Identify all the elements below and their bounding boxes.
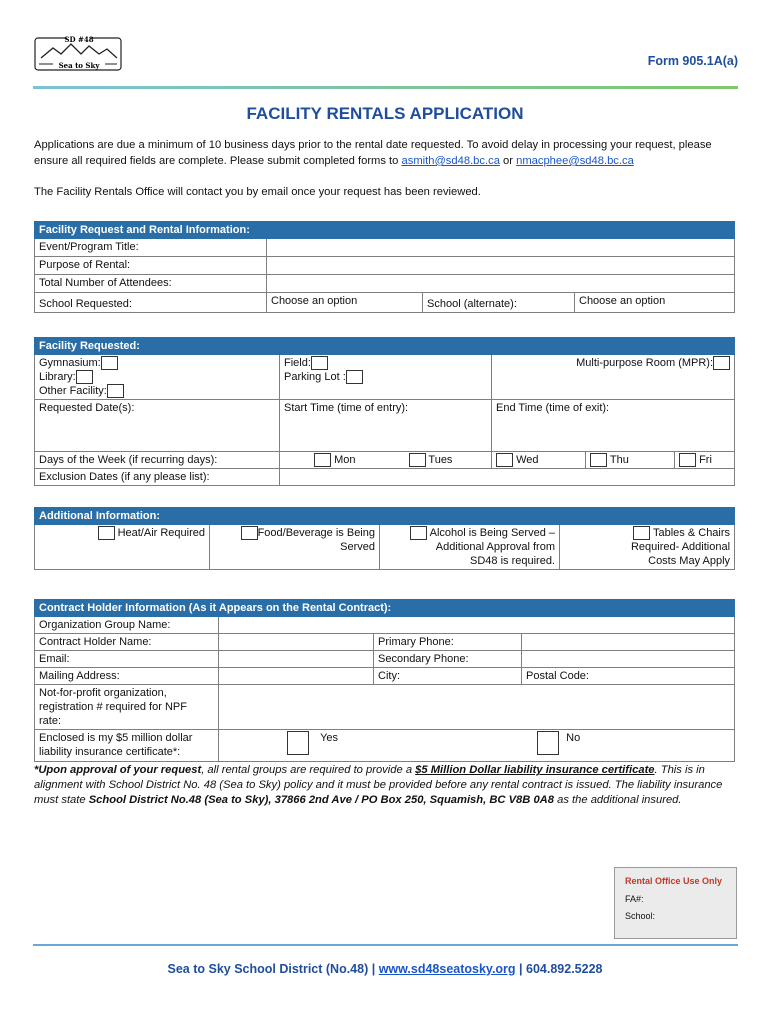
city-label: City: [374,668,522,685]
postal-code-label: Postal Code: [526,670,589,682]
exclusion-dates-label: Exclusion Dates (if any please list): [35,469,280,486]
alcohol-option [380,525,560,570]
school-alternate-select[interactable]: Choose an option [575,293,735,313]
footer-divider [33,944,738,946]
tables-chairs-label-2: Required- Additional [630,541,731,554]
start-time-cell[interactable] [280,400,492,452]
email-label: Email: [35,651,219,668]
page-title: FACILITY RENTALS APPLICATION [246,104,524,123]
food-beverage-option [210,525,380,570]
tables-chairs-option [560,525,735,570]
tables-chairs-label-1: Tables & Chairs [653,527,731,539]
facility-requested-table [34,337,735,486]
attendees-label: Total Number of Attendees: [35,275,267,293]
npf-label-3: rate: [39,715,62,727]
footer-phone: | 604.892.5228 [515,962,603,976]
insurance-options [219,730,735,762]
field-label: Field: [284,357,311,369]
food-beverage-checkbox[interactable] [241,526,258,540]
alcohol-label-3: SD48 is required. [470,555,555,568]
note-bold-2: School District No.48 (Sea to Sky), 37866 2nd Ave / PO Box 250, Squamish, BC V8B 0A8 [88,794,554,806]
section-header-additional-info: Additional Information: [35,508,735,525]
email-link-nmacphee[interactable]: nmacphee@sd48.bc.ca [516,155,634,167]
section-header-facility-requested: Facility Requested: [35,338,735,355]
requested-dates-label: Requested Date(s): [39,402,135,415]
library-label: Library: [39,371,76,384]
intro-paragraph [34,137,714,169]
mailing-address-field[interactable] [219,668,374,685]
footer [0,962,770,976]
section-header-facility-request: Facility Request and Rental Information: [35,222,735,239]
alcohol-checkbox[interactable] [410,526,427,540]
insurance-no-label: No [566,732,581,744]
primary-phone-field[interactable] [522,634,735,651]
intro-or: or [499,155,517,167]
start-time-label: Start Time (time of entry): [284,402,409,415]
facility-types-right [492,355,735,400]
insurance-yes-label: Yes [320,732,339,744]
mon-label: Mon [334,454,356,467]
thu-checkbox[interactable] [590,453,607,467]
office-use-title: Rental Office Use Only [625,876,723,886]
note-underline: $5 Million Dollar liability insurance certificate [415,764,655,776]
insurance-note [34,763,730,808]
intro-text: Applications are due a minimum of 10 business days prior to the rental date requested. To avoid delay in processing your request, please ensure all required fields are complete. Please submit completed forms to [34,139,712,167]
postal-code-cell[interactable] [522,668,735,685]
tues-label: Tues [428,454,453,467]
fri-label: Fri [699,454,712,467]
email-link-asmith[interactable]: asmith@sd48.bc.ca [401,155,500,167]
insurance-label-1: Enclosed is my $5 million dollar [39,732,193,744]
parking-checkbox[interactable] [346,370,363,384]
note-bold-1: *Upon approval of your request [34,764,202,776]
npf-label-2: registration # required for NPF [39,701,187,713]
note-text-2: . This is in alignment with School District No. 48 (Sea to Sky) policy and it must be provided before any rental contract is issued. The liability insurance must state [34,764,723,806]
day-thu [586,452,675,469]
alcohol-label-1: Alcohol is Being Served – [429,527,555,539]
school-select[interactable]: Choose an option [267,293,423,313]
school-alternate-label: School (alternate): [423,293,575,313]
wed-checkbox[interactable] [496,453,513,467]
footer-website-link[interactable]: www.sd48seatosky.org [378,962,516,976]
insurance-label-2: liability insurance certificate*: [39,746,181,758]
logo-bottom-text: Sea to Sky [58,61,100,70]
mpr-checkbox[interactable] [713,356,730,370]
header-divider [33,86,738,89]
additional-info-table [34,507,735,570]
fri-checkbox[interactable] [679,453,696,467]
insurance-yes-checkbox[interactable] [287,731,309,755]
org-name-label: Organization Group Name: [35,617,219,634]
purpose-field[interactable] [267,257,735,275]
insurance-no-checkbox[interactable] [537,731,559,755]
day-wed [492,452,586,469]
org-name-field[interactable] [219,617,735,634]
exclusion-dates-field[interactable] [280,469,735,486]
npf-label-1: Not-for-profit organization, [39,687,167,699]
email-field[interactable] [219,651,374,668]
attendees-field[interactable] [267,275,735,293]
form-number: Form 905.1A(a) [647,54,738,68]
heat-air-label: Heat/Air Required [117,527,205,539]
mpr-label: Multi-purpose Room (MPR): [576,357,714,369]
gymnasium-label: Gymnasium: [39,357,101,369]
other-facility-checkbox[interactable] [107,384,124,398]
intro-contact-note: The Facility Rentals Office will contact you by email once your request has been reviewed. [34,186,481,198]
secondary-phone-field[interactable] [522,651,735,668]
section-header-contract-holder: Contract Holder Information (As it Appears on the Rental Contract): [35,600,735,617]
heat-air-checkbox[interactable] [98,526,115,540]
mailing-address-label: Mailing Address: [35,668,219,685]
footer-district: Sea to Sky School District (No.48) | [167,962,379,976]
office-school-label: School: [625,911,656,921]
school-requested-label: School Requested: [35,293,267,313]
mon-checkbox[interactable] [314,453,331,467]
tables-chairs-label-3: Costs May Apply [648,555,731,568]
day-fri [675,452,735,469]
facility-types-left [35,355,280,400]
food-beverage-label-2: Served [340,541,375,554]
food-beverage-label-1: Food/Beverage is Being [257,527,375,539]
requested-dates-cell[interactable] [35,400,280,452]
parking-label: Parking Lot : [284,371,346,384]
tues-checkbox[interactable] [409,453,426,467]
other-facility-label: Other Facility: [39,385,107,398]
contract-holder-table [34,599,735,762]
thu-label: Thu [609,454,629,467]
office-fa-label: FA#: [625,894,644,904]
office-use-box [614,867,737,939]
event-title-field[interactable] [267,239,735,257]
days-of-week-label: Days of the Week (if recurring days): [35,452,280,469]
note-text-1: , all rental groups are required to provide a [201,764,416,776]
alcohol-label-2: Additional Approval from [435,541,555,554]
district-logo [33,34,123,74]
day-mon-tues [280,452,492,469]
holder-name-label: Contract Holder Name: [35,634,219,651]
facility-types-middle [280,355,492,400]
end-time-label: End Time (time of exit): [496,402,610,415]
field-checkbox[interactable] [311,356,328,370]
secondary-phone-label: Secondary Phone: [374,651,522,668]
note-text-3: as the additional insured. [554,794,682,806]
facility-request-table [34,221,735,313]
holder-name-field[interactable] [219,634,374,651]
heat-air-option [35,525,210,570]
tables-chairs-checkbox[interactable] [633,526,650,540]
insurance-label [35,730,219,762]
library-checkbox[interactable] [76,370,93,384]
npf-registration-field[interactable] [219,685,735,730]
primary-phone-label: Primary Phone: [374,634,522,651]
event-title-label: Event/Program Title: [35,239,267,257]
npf-label [35,685,219,730]
gymnasium-checkbox[interactable] [101,356,118,370]
wed-label: Wed [516,454,539,467]
purpose-label: Purpose of Rental: [35,257,267,275]
end-time-cell[interactable] [492,400,735,452]
logo-top-text: SD #48 [64,35,94,44]
